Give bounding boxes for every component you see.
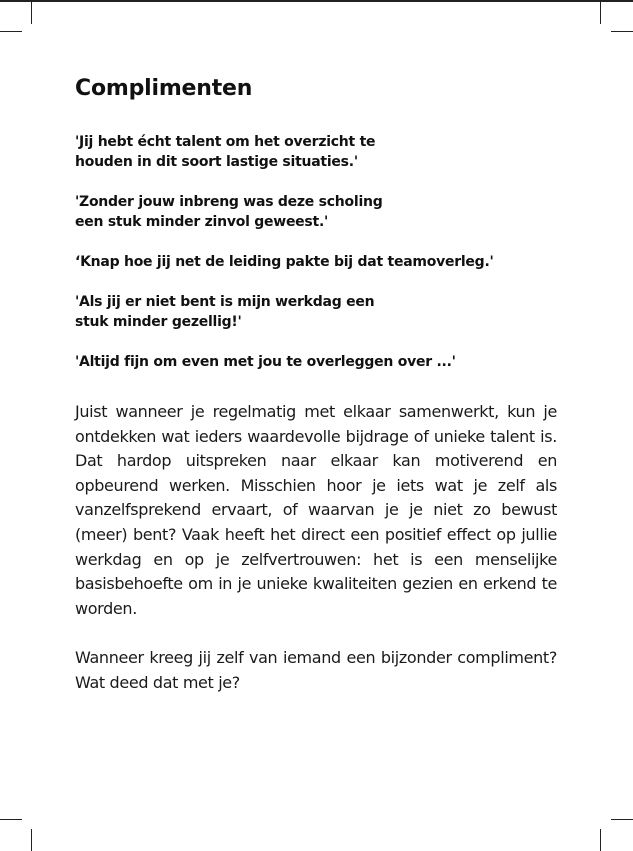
crop-mark-top-right-horizontal: [611, 31, 633, 32]
quote-list: [75, 132, 545, 392]
quote-overzicht: 'Jij hebt écht talent om het overzicht te houden in dit soort lastige situaties.': [75, 134, 376, 170]
quote-overleggen: 'Altijd fijn om even met jou te overleggen over ...': [75, 354, 456, 370]
body-paragraph-vraag: Wanneer kreeg jij zelf van iemand een bijzonder compliment? Wat deed dat met je?: [75, 647, 557, 692]
crop-mark-top-right-vertical: [600, 2, 601, 24]
crop-mark-top-left-vertical: [31, 2, 32, 24]
quote-teamoverleg: ‘Knap hoe jij net de leiding pakte bij dat teamoverleg.': [75, 254, 494, 270]
body-paragraph-samenwerken: Juist wanneer je regelmatig met elkaar samenwerkt, kun je ontdekken wat ieders waardevolle bijdrage of unieke talent is. Dat hardop uitspreken naar elkaar kan motiverend en opbeurend werken. Misschien hoor je iets wat je zelf als vanzelfsprekend ervaart, of waarvan je je niet zo bewust (meer) bent? Vaak heeft het direct een positief effect op jullie werkdag en op je zelfvertrouwen: het is een menselijke basisbehoefte om in je unieke kwaliteiten gezien en erkend te worden.: [75, 402, 557, 618]
crop-mark-bottom-left-vertical: [31, 829, 32, 851]
quote-werkdag: 'Als jij er niet bent is mijn werkdag een stuk minder gezellig!': [75, 294, 375, 330]
crop-mark-bottom-right-horizontal: [611, 819, 633, 820]
crop-mark-top-left-horizontal: [0, 31, 22, 32]
body-text: [75, 400, 557, 720]
top-border-line: [0, 0, 633, 2]
page-title: Complimenten: [75, 76, 253, 101]
quote-scholing: 'Zonder jouw inbreng was deze scholing een stuk minder zinvol geweest.': [75, 194, 383, 230]
crop-mark-bottom-left-horizontal: [0, 819, 22, 820]
crop-mark-bottom-right-vertical: [600, 829, 601, 851]
